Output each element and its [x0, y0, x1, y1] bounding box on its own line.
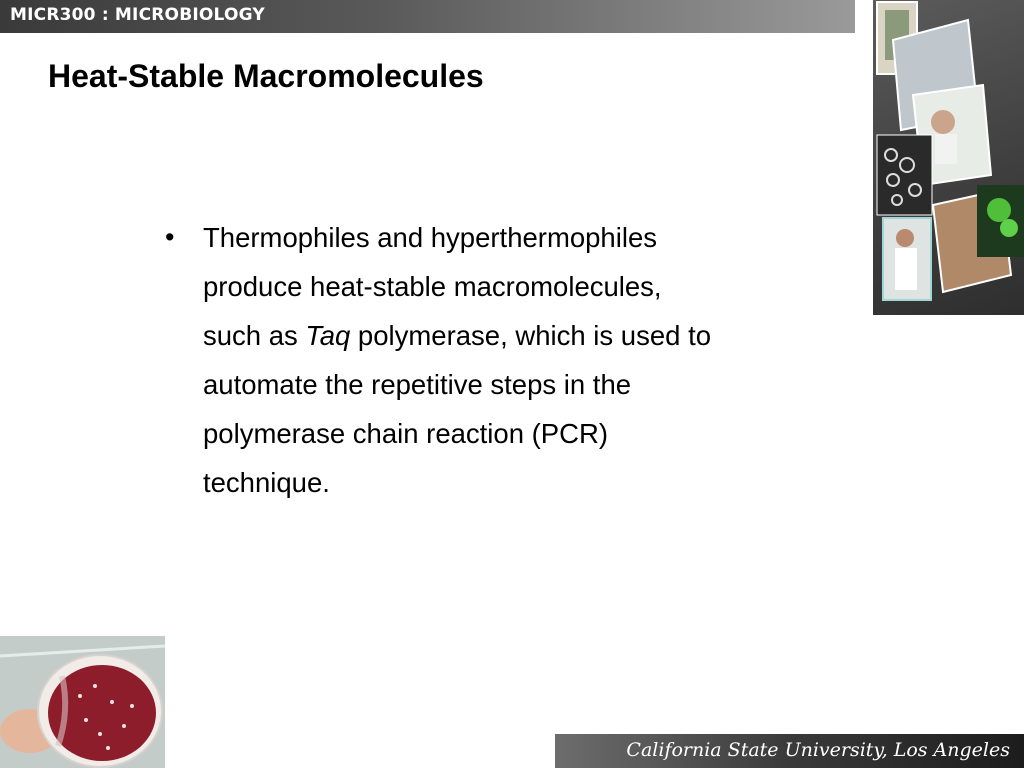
bullet-line-3-post: polymerase, which is used to	[350, 320, 712, 351]
bullet-line-3	[203, 311, 853, 360]
photo-collage	[873, 0, 1024, 315]
bullet-line-6: technique.	[203, 467, 330, 498]
bullet-line-4: automate the repetitive steps in the	[203, 369, 632, 400]
bullet-marker: •	[165, 222, 175, 252]
slide-title: Heat-Stable Macromolecules	[48, 58, 484, 94]
petri-dish-image	[0, 636, 165, 768]
bullet-item	[203, 213, 853, 507]
institution-name: California State University, Los Angeles	[626, 739, 1010, 761]
collage-graphic	[873, 0, 1024, 315]
footer-bar	[555, 734, 1024, 768]
bullet-line-5: polymerase chain reaction (PCR)	[203, 418, 609, 449]
bullet-line-2: produce heat-stable macromolecules,	[203, 271, 662, 302]
petri-dish-graphic	[0, 636, 165, 768]
header-bar	[0, 0, 855, 33]
taq-italic: Taq	[305, 320, 351, 351]
course-title: MICR300 : MICROBIOLOGY	[10, 5, 265, 25]
bullet-line-3-pre: such as	[203, 320, 306, 351]
bullet-line-1: Thermophiles and hyperthermophiles	[203, 222, 657, 253]
